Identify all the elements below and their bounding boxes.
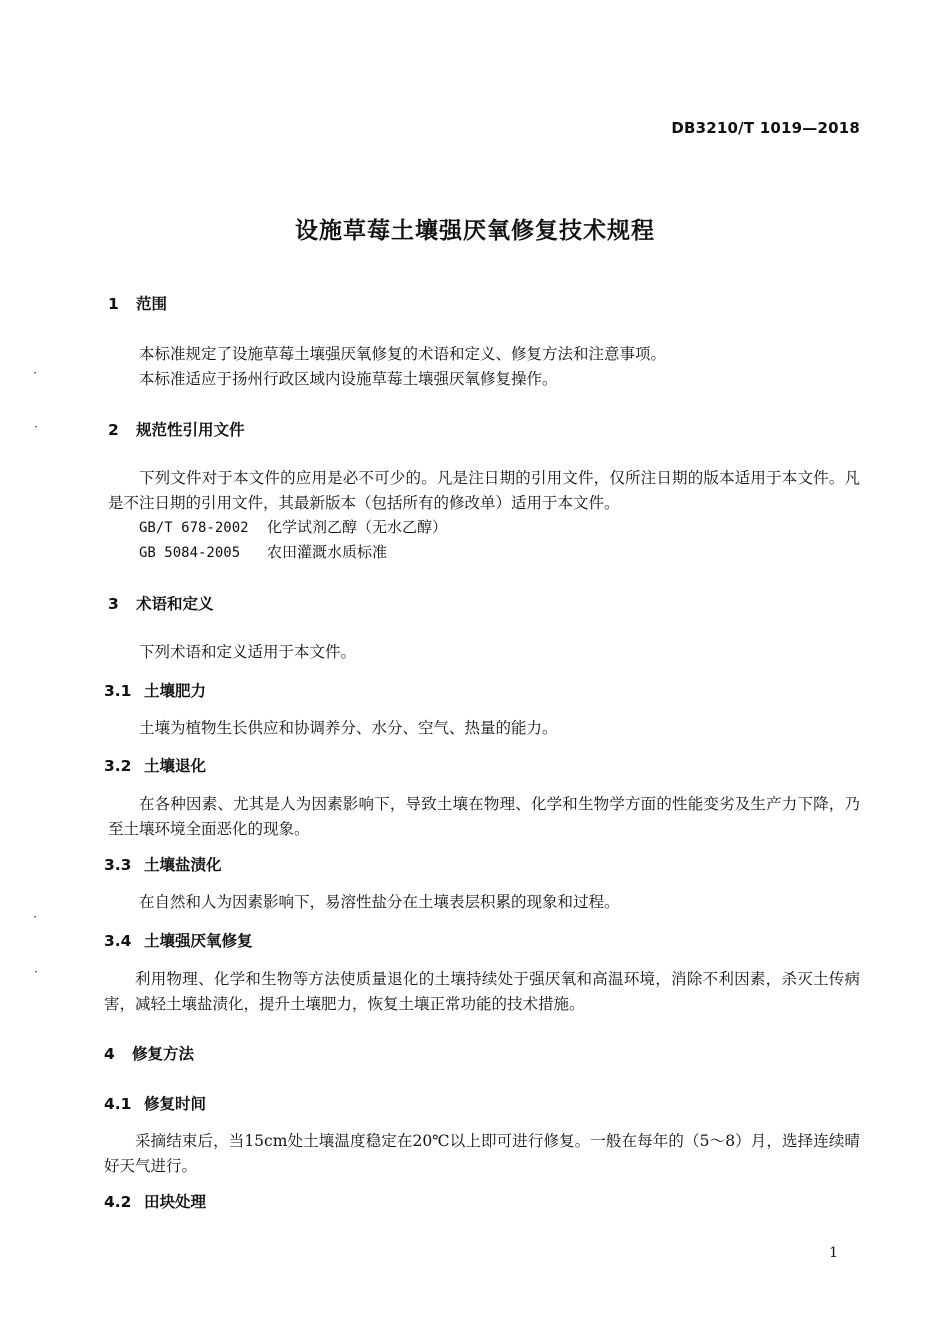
scan-speck: ·	[34, 965, 38, 979]
section-1-heading: 1 范围	[108, 295, 168, 313]
section-4-heading: 4 修复方法	[104, 1045, 195, 1063]
section-3-heading: 3 术语和定义	[108, 595, 214, 613]
term-3-3-definition: 在自然和人为因素影响下，易溶性盐分在土壤表层积累的现象和过程。	[139, 893, 620, 911]
term-3-3-heading: 3.3 土壤盐渍化	[104, 856, 222, 874]
subsection-4-1-body: 采摘结束后，当15cm处土壤温度稳定在20℃以上即可进行修复。一般在每年的（5～8）月，选择连续晴好天气进行。	[104, 1132, 860, 1175]
term-3-2-definition: 在各种因素、尤其是人为因素影响下，导致土壤在物理、化学和生物学方面的性能变劣及生产力下降，乃至土壤环境全面恶化的现象。	[108, 795, 860, 838]
normative-reference: GB 5084-2005 农田灌溉水质标准	[139, 543, 388, 561]
document-title: 设施草莓土壤强厌氧修复技术规程	[295, 218, 655, 244]
term-3-1-definition: 土壤为植物生长供应和协调养分、水分、空气、热量的能力。	[139, 719, 558, 737]
term-3-2-heading: 3.2 土壤退化	[104, 757, 207, 775]
normative-reference: GB/T 678-2002 化学试剂乙醇（无水乙醇）	[139, 518, 448, 536]
section-3-intro: 下列术语和定义适用于本文件。	[139, 643, 357, 661]
subsection-4-2-heading: 4.2 田块处理	[104, 1193, 207, 1211]
page-number: 1	[829, 1245, 838, 1261]
subsection-4-1-heading: 4.1 修复时间	[104, 1095, 207, 1113]
term-3-1-heading: 3.1 土壤肥力	[104, 682, 207, 700]
section-2-heading: 2 规范性引用文件	[108, 421, 245, 439]
section-2-body: 下列文件对于本文件的应用是必不可少的。凡是注日期的引用文件，仅所注日期的版本适用于本文件。凡是不注日期的引用文件，其最新版本（包括所有的修改单）适用于本文件。	[108, 469, 860, 512]
term-3-4-heading: 3.4 土壤强厌氧修复	[104, 932, 253, 950]
term-3-4-definition: 利用物理、化学和生物等方法使质量退化的土壤持续处于强厌氧和高温环境，消除不利因素，杀灭土传病害，减轻土壤盐渍化，提升土壤肥力，恢复土壤正常功能的技术措施。	[104, 970, 860, 1013]
standard-number: DB3210/T 1019—2018	[671, 119, 860, 137]
scan-speck: ·	[33, 366, 37, 380]
section-1-body: 本标准规定了设施草莓土壤强厌氧修复的术语和定义、修复方法和注意事项。 本标准适应于扬州行政区域内设施草莓土壤强厌氧修复操作。	[139, 345, 667, 388]
scan-speck: ·	[34, 420, 38, 434]
scan-speck: ·	[33, 910, 37, 924]
